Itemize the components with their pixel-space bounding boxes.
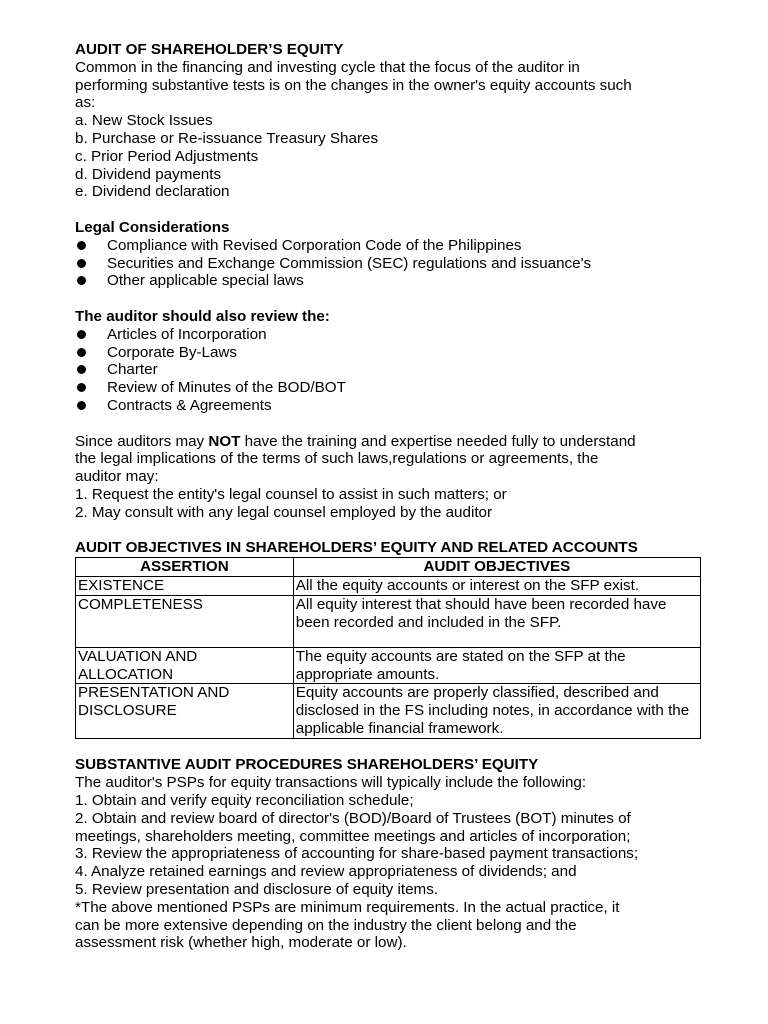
bullet-icon: [77, 383, 86, 392]
bullet-icon: [77, 276, 86, 285]
bullet-icon: [77, 401, 86, 410]
procedure-line: 5. Review presentation and disclosure of equity items.: [75, 881, 439, 899]
intro-line: Common in the financing and investing cycle that the focus of the auditor in: [75, 58, 580, 76]
objectives-title: AUDIT OBJECTIVES IN SHAREHOLDERS’ EQUITY AND RELATED ACCOUNTS: [75, 539, 638, 557]
audit-objectives-table: [75, 557, 701, 739]
table-row: [76, 684, 701, 738]
since-paragraph-line: the legal implications of the terms of such laws,regulations or agreements, the: [75, 450, 599, 468]
assertion-cell: COMPLETENESS: [76, 595, 294, 647]
table-row: [76, 576, 701, 595]
procedure-note: *The above mentioned PSPs are minimum requirements. In the actual practice, it: [75, 898, 620, 916]
assertion-cell: EXISTENCE: [76, 576, 294, 595]
list-item: Articles of Incorporation: [75, 326, 705, 344]
emphasis-not: NOT: [208, 432, 241, 450]
list-item: Compliance with Revised Corporation Code of the Philippines: [75, 237, 705, 255]
legal-title: Legal Considerations: [75, 218, 230, 236]
list-item: Charter: [75, 361, 705, 379]
list-item: d. Dividend payments: [75, 165, 222, 183]
bullet-icon: [77, 241, 86, 250]
table-row: [76, 647, 701, 684]
list-item: 1. Request the entity's legal counsel to assist in such matters; or: [75, 485, 507, 503]
list-item: Review of Minutes of the BOD/BOT: [75, 379, 705, 397]
list-item: Corporate By-Laws: [75, 344, 705, 362]
bullet-icon: [77, 259, 86, 268]
document-page: [75, 41, 705, 952]
intro-line: performing substantive tests is on the changes in the owner's equity accounts such: [75, 76, 632, 94]
list-item: e. Dividend declaration: [75, 183, 230, 201]
list-item: a. New Stock Issues: [75, 112, 213, 130]
list-item: b. Purchase or Re-issuance Treasury Shares: [75, 129, 379, 147]
review-bullet-list: [75, 326, 705, 415]
procedures-intro: The auditor's PSPs for equity transactions will typically include the following:: [75, 774, 587, 792]
header-assertion: ASSERTION: [76, 558, 294, 577]
intro-line: as:: [75, 94, 96, 112]
section-title-equity: AUDIT OF SHAREHOLDER’S EQUITY: [75, 41, 344, 58]
procedure-line: 4. Analyze retained earnings and review appropriateness of dividends; and: [75, 863, 577, 881]
list-item: c. Prior Period Adjustments: [75, 147, 259, 165]
legal-bullet-list: [75, 237, 705, 290]
bullet-icon: [77, 348, 86, 357]
table-row: [76, 595, 701, 647]
procedures-title: SUBSTANTIVE AUDIT PROCEDURES SHAREHOLDERS’ EQUITY: [75, 756, 539, 774]
procedure-note: can be more extensive depending on the industry the client belong and the: [75, 916, 577, 934]
assertion-cell: PRESENTATION AND DISCLOSURE: [76, 684, 294, 738]
objective-cell: All equity interest that should have been recorded have been recorded and included in the SFP.: [293, 595, 700, 647]
review-title: The auditor should also review the:: [75, 307, 330, 325]
assertion-cell: VALUATION AND ALLOCATION: [76, 647, 294, 684]
bullet-icon: [77, 365, 86, 374]
procedure-line: 2. Obtain and review board of director's (BOD)/Board of Trustees (BOT) minutes of: [75, 809, 631, 827]
list-item: Securities and Exchange Commission (SEC) regulations and issuance's: [75, 255, 705, 273]
bullet-icon: [77, 330, 86, 339]
objective-cell: All the equity accounts or interest on the SFP exist.: [293, 576, 700, 595]
table-header-row: [76, 558, 701, 577]
list-item: Other applicable special laws: [75, 272, 705, 290]
since-paragraph-line: Since auditors may NOT have the training and expertise needed fully to understand: [75, 432, 636, 450]
procedure-note: assessment risk (whether high, moderate or low).: [75, 934, 407, 952]
list-item: 2. May consult with any legal counsel employed by the auditor: [75, 503, 493, 521]
procedure-line: 3. Review the appropriateness of accounting for share-based payment transactions;: [75, 845, 639, 863]
since-paragraph-line: auditor may:: [75, 468, 159, 486]
procedure-line: 1. Obtain and verify equity reconciliation schedule;: [75, 792, 414, 810]
procedure-line: meetings, shareholders meeting, committee meetings and articles of incorporation;: [75, 827, 631, 845]
objective-cell: Equity accounts are properly classified, described and disclosed in the FS including notes, in accordance with the applicable financial framework.: [293, 684, 700, 738]
objective-cell: The equity accounts are stated on the SFP at the appropriate amounts.: [293, 647, 700, 684]
header-objectives: AUDIT OBJECTIVES: [293, 558, 700, 577]
list-item: Contracts & Agreements: [75, 397, 705, 415]
